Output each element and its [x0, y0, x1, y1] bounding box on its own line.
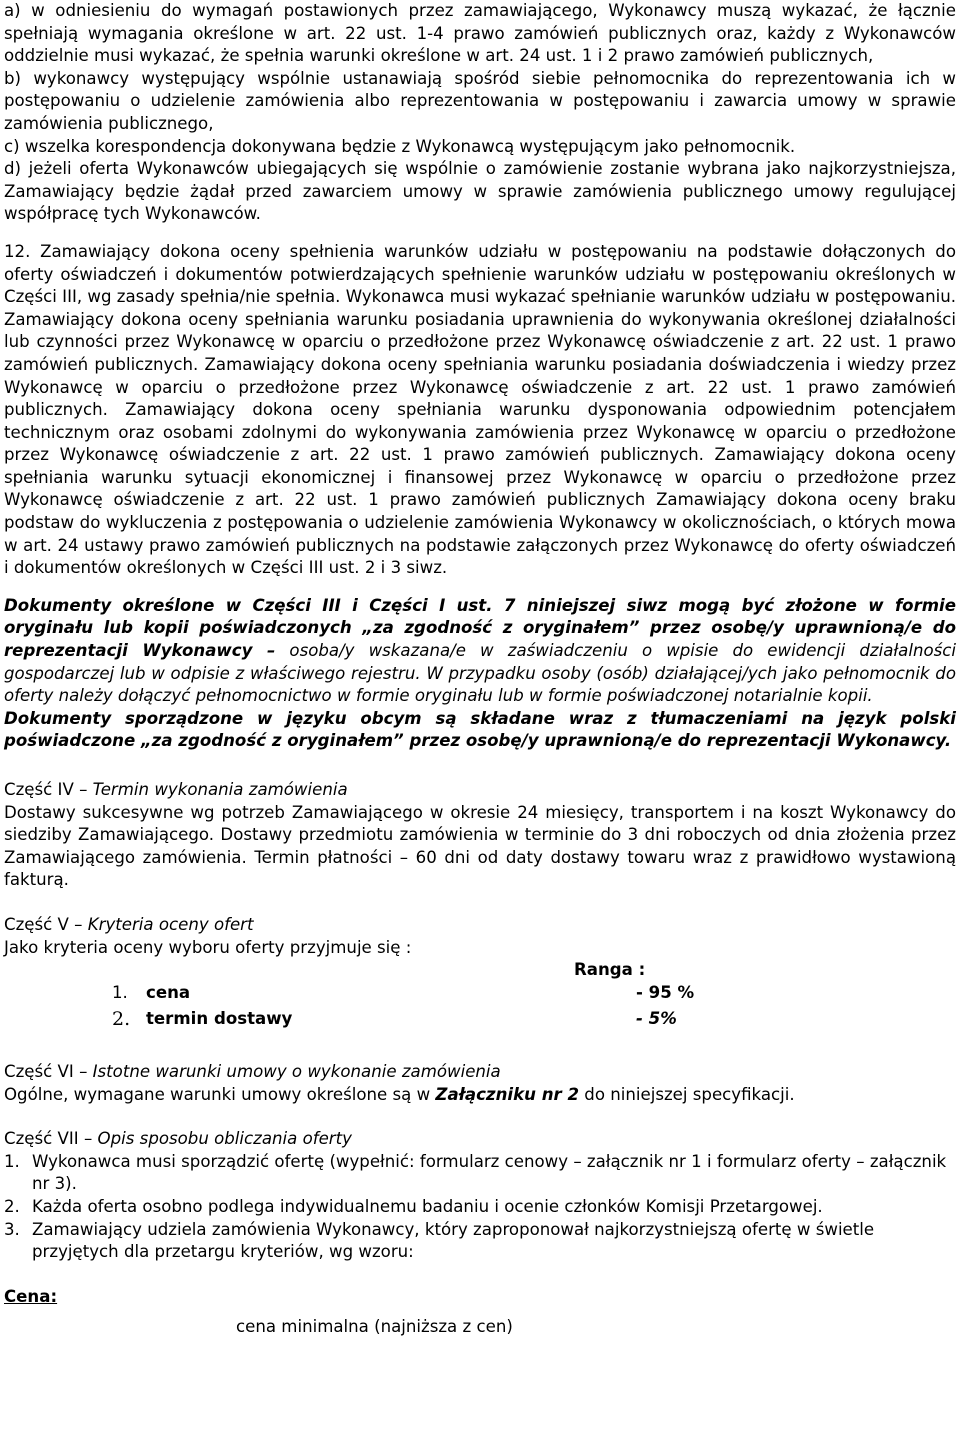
part-6-prefix: Część VI –: [4, 1061, 93, 1081]
spacer: [4, 892, 956, 914]
spacer: [4, 1031, 956, 1061]
spacer: [4, 1264, 956, 1286]
part-7-title: Opis sposobu obliczania oferty: [97, 1129, 352, 1149]
price-label-text: Cena:: [4, 1286, 58, 1306]
list-item: [4, 1219, 956, 1264]
part-6-body: [4, 1084, 956, 1107]
part-4-title: Termin wykonania zamówienia: [92, 780, 348, 799]
annex-2-reference: Załączniku nr 2: [435, 1084, 580, 1104]
spacer: [4, 580, 956, 595]
paragraph-a: a) w odniesieniu do wymagań postawionych przez zamawiającego, Wykonawcy muszą wykazać, że łącznie spełniają wymagania określone w art. 22 ust. 1-4 prawo zamówień publicznych oraz, każdy z Wykonawców oddzielnie musi wykazać, że spełnia warunki określone w art. 24 ust. 1 i 2 prawo zamówień publicznych,: [4, 1, 956, 66]
list-item: [4, 1151, 956, 1196]
list-item-text: Zamawiający udziela zamówienia Wykonawcy, który zaproponował najkorzystniejszą ofertę w świetle przyjętych dla przetargu kryteriów, wg wzoru:: [32, 1219, 875, 1262]
documents-certification-rest: osoba/y wskazana/e w zaświadczeniu o wpisie do ewidencji działalności gospodarczej lub w odpisie z właściwego rejestru. W przypadku osoby (osób) działającej/ych jako pełnomocnik do oferty należy dołączyć pełnomocnictwo w formie oryginału lub w formie poświadczonej notarialnie kopii.: [4, 641, 956, 706]
part-6-body-pre: Ogólne, wymagane warunki umowy określone są w: [4, 1084, 436, 1104]
paragraph-b: b) wykonawcy występujący wspólnie ustanawiają spośród siebie pełnomocnika do reprezentowania ich w postępowaniu o udzielenie zamówienia albo reprezentowania w postępowaniu i zawarcia umowy w sprawie zamówienia publicznego,: [4, 68, 956, 133]
price-formula-line: cena minimalna (najniższa z cen): [236, 1317, 513, 1337]
part-6-body-post: do niniejszej specyfikacji.: [579, 1084, 795, 1104]
part-4-prefix: Część IV –: [4, 780, 93, 799]
list-item-text: Każda oferta osobno podlega indywidualnemu badaniu i ocenie członków Komisji Przetargowej.: [32, 1196, 823, 1216]
list-item-number: 1.: [4, 1151, 20, 1171]
criterion-weight: - 95 %: [636, 982, 695, 1002]
part-5-title: Kryteria oceny ofert: [87, 914, 254, 934]
part-7-prefix: Część VII –: [4, 1129, 98, 1149]
list-item-number: 2.: [4, 1196, 20, 1216]
part-5-prefix: Część V –: [4, 914, 88, 934]
criterion-number: 2.: [112, 1008, 131, 1031]
ranga-label: Ranga :: [574, 960, 646, 980]
documents-certification-bold: Dokumenty określone w Części III i Części I ust. 7 niniejszej siwz mogą być złożone w formie oryginału lub kopii poświadczonych „za zgodność z oryginałem” przez osobę/y uprawnioną/e do reprezentacji Wykonawcy –: [4, 595, 956, 661]
list-item-number: 3.: [4, 1219, 20, 1239]
part-4-heading: [4, 779, 956, 802]
criterion-weight: - 5%: [636, 1009, 677, 1029]
documents-certification-paragraph: [4, 595, 956, 708]
part-5-heading: [4, 914, 956, 937]
paragraph-d: d) jeżeli oferta Wykonawców ubiegających się wspólnie o zamówienie zostanie wybrana jako najkorzystniejsza, Zamawiający będzie żądał przed zawarciem umowy w sprawie zamówienia publicznego umowy regulującej współpracę tych Wykonawców.: [4, 159, 956, 224]
spacer: [4, 753, 956, 779]
part-6-heading: [4, 1061, 956, 1084]
ranga-header-row: [4, 959, 956, 982]
criterion-row-delivery: [4, 1008, 956, 1031]
part-6-title: Istotne warunki umowy o wykonanie zamówienia: [92, 1061, 501, 1081]
spacer: [4, 1106, 956, 1128]
list-item: [4, 1196, 956, 1219]
foreign-language-documents-paragraph: Dokumenty sporządzone w języku obcym są składane wraz z tłumaczeniami na język polski poświadczone „za zgodność z oryginałem” przez osobę/y uprawnioną/e do reprezentacji Wykonawcy.: [4, 708, 956, 751]
criterion-row-price: [4, 982, 956, 1005]
paragraph-c: c) wszelka korespondencja dokonywana będzie z Wykonawcą występującym jako pełnomocnik.: [4, 136, 796, 156]
spacer: [4, 226, 956, 241]
list-item-text: Wykonawca musi sporządzić ofertę (wypełnić: formularz cenowy – załącznik nr 1 i formularz oferty – załącznik nr 3).: [32, 1151, 947, 1194]
paragraph-12: 12. Zamawiający dokona oceny spełnienia warunków udziału w postępowaniu na podstawie dołączonych do oferty oświadczeń i dokumentów potwierdzających spełnienie warunków udziału w postępowaniu określonych w Części III, wg zasady spełnia/nie spełnia. Wykonawca musi wykazać spełnianie warunków udziału w postępowaniu. Zamawiający dokona oceny spełniania warunku posiadania uprawnienia do wykonywania określonej działalności lub czynności przez Wykonawcę w oparciu o przedłożone przez Wykonawcę oświadczenie z art. 22 ust. 1 prawo zamówień publicznych. Zamawiający dokona oceny spełniania warunku posiadania doświadczenia i wiedzy przez Wykonawcę w oparciu o przedłożone przez Wykonawcę oświadczenie z art. 22 ust. 1 prawo zamówień publicznych. Zamawiający dokona oceny spełniania warunku dysponowania odpowiednim potencjałem technicznym oraz osobami zdolnymi do wykonywania zamówienia przez Wykonawcę w oparciu o przedłożone przez Wykonawcę oświadczenie z art. 22 ust. 1 prawo zamówień publicznych. Zamawiający dokona oceny spełniania warunku sytuacji ekonomicznej i finansowej przez Wykonawcę w oparciu o przedłożone przez Wykonawcę oświadczenie z art. 22 ust. 1 prawo zamówień publicznych Zamawiający dokona oceny braku podstaw do wykluczenia z postępowania o udzielenie zamówienia Wykonawcy w okolicznościach, o których mowa w art. 24 ustawy prawo zamówień publicznych na podstawie załączonych przez Wykonawcę do oferty oświadczeń i dokumentów określonych w Części III ust. 2 i 3 siwz.: [4, 241, 956, 578]
criterion-number: 1.: [112, 982, 128, 1002]
part-5-intro: Jako kryteria oceny wyboru oferty przyjmuje się :: [4, 937, 412, 957]
criterion-name: termin dostawy: [146, 1009, 293, 1029]
price-label: [4, 1286, 956, 1309]
criterion-name: cena: [146, 982, 191, 1002]
part-7-heading: [4, 1128, 956, 1151]
part-4-body: Dostawy sukcesywne wg potrzeb Zamawiającego w okresie 24 miesięcy, transportem i na koszt Wykonawcy do siedziby Zamawiającego. Dostawy przedmiotu zamówienia w terminie do 3 dni roboczych od dnia złożenia przez Zamawiającego zamówienia. Termin płatności – 60 dni od daty dostawy towaru wraz z prawidłowo wystawioną fakturą.: [4, 802, 956, 890]
